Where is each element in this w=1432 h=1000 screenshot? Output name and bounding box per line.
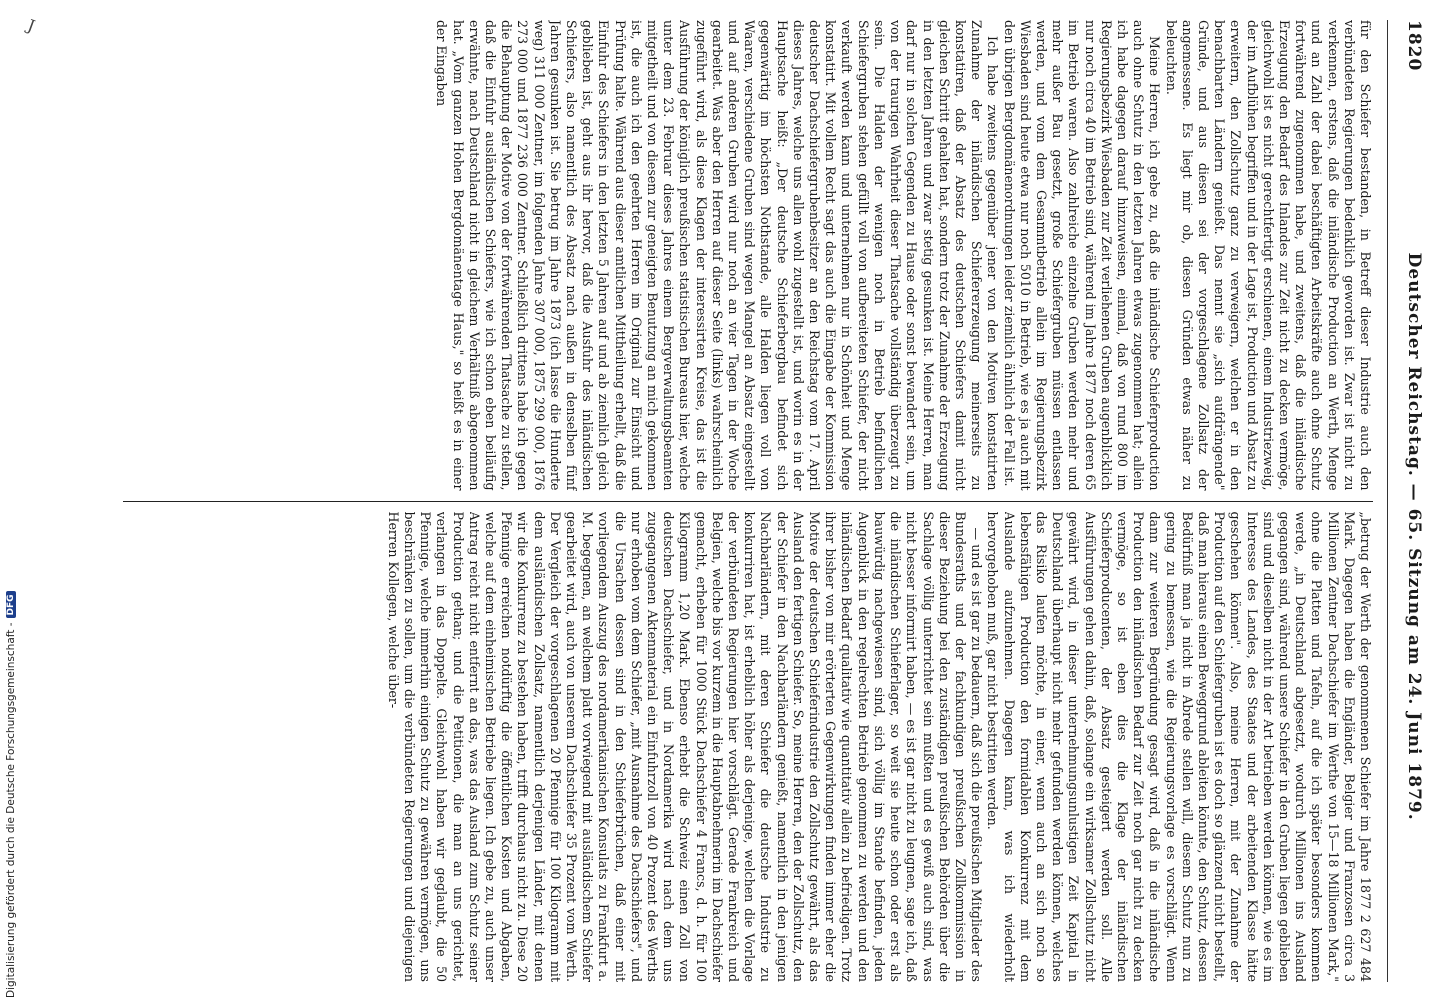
- rotated-page: [102, 0, 1432, 1000]
- paragraph: Ich habe zweitens gegenüber jener von den Motiven konstatirten Zunahme der inländischen Schiefererzeugung meinerseits zu konstatiren, daß der Absatz des deutschen Schiefers damit nicht gleichen Schritt gehalten hat, sondern trotz der Zunahme der Erzeugung in den letzten Jahren und zwar stetig gesunken ist. Meine Herren, man darf nur in solchen Gegenden zu Hause oder sonst bewandert sein, um von der traurigen Wahrheit dieser Thatsache vollständig überzeugt zu sein. Die Halden der wenigen noch in Betrieb befindlichen Schiefergruben stehen gefüllt voll von aufbereiteten Schiefer, der nicht verkauft werden kann und unternehmen nur in Schönheit und Menge konstatirt. Mit vollem Recht sagt das auch die Eingabe der Kommission deutscher Dachschiefergrubenbesitzer an den Reichstag vom 17. April dieses Jahres, welche uns allen wohl zugestellt ist, und worin es in der Hauptsache heißt: „Der deutsche Schieferbergbau befindet sich gegenwärtig im höchsten Nothstande, alle Halden liegen voll von Waaren, verschiedene Gruben sind wegen Mangel an Absatz eingestellt und auf anderen Gruben wird nur noch an vier Tagen in der Woche gearbeitet. Was aber den Herren auf dieser Seite (links) wahrscheinlich zugeführt wird, als diese Klagen der interessirten Kreise, das ist die Ausführung der königlich preußischen statistischen Bureaus hier, welche unter dem 23. Februar dieses Jahres einem Bergverwaltungsbeamten mitgetheilt und von diesem zur geneigten Benutzung an mich gekommen ist, die auch ich den geehrten Herren im Original zur Einsicht und Prüfung halte. Während aus dieser amtlichen Mittheilung erhellt, daß die Einfuhr des Schiefers in den letzten 5 Jahren auf und ab ziemlich gleich geblieben ist, geht aus ihr hervor, daß die Ausfuhr des inländischen Schiefers, also namentlich des Absatz nach außen in denselben fünf Jahren gesunken ist. Sie betrug im Jahre 1873 (ich lasse die Hunderte weg) 311 000 Zentner, im folgenden Jahre 307 000, 1875 299 000, 1876 273 000 und 1877 236 000 Zentner. Schließlich drittens habe ich gegen die Behauptung der Motive von der fortwährenden Thatsache zu stellen, daß die Einfuhr ausländischen Schiefers, wie ich schon eben beiläufig erwähnte, nach Deutschland nicht in gleichem Verhältniß abgenommen hat. „Vom ganzen Hohen Bergdomänentage Haus," so heißt es in einer der Eingaben: [434, 20, 1001, 491]
- right-column: [123, 512, 1373, 983]
- pencil-mark: J: [24, 15, 38, 36]
- page-number: 1820: [1404, 20, 1424, 72]
- credit-text: Digitalisierung gefördert durch die Deutsche Forschungsgemeinschaft -: [5, 622, 17, 998]
- column-divider: [123, 501, 1373, 502]
- text-columns: [123, 20, 1373, 982]
- page-header: [1387, 20, 1424, 982]
- left-column: [123, 20, 1373, 491]
- paragraph: Meine Herren, ich gebe zu, daß die inländische Schieferproduction auch ohne Schutz in den letzten Jahren etwas zugenommen hat; allein ich habe dagegen darauf hinzuweisen, einmal, daß von rund 800 im Regierungsbezirk Wiesbaden zur Zeit verliehenen Gruben augenblicklich nur noch circa 40 im Betrieb sind, während im Jahre 1877 noch deren 65 im Betrieb waren. Also zahlreiche einzelne Gruben werden mehr und mehr außer Bau gesetzt, große Schiefergruben müssen entlassen werden, und vom dem Gesammtbetrieb allein im Regierungsbezirk Wiesbaden sind heute etwa nur noch 5010 in Betrieb, wie es ja auch mit den übrigen Bergdomänenordnungen leider ziemlich ähnlich der Fall ist.: [1001, 20, 1163, 491]
- paragraph: — und es ist gar zu bedauern, daß sich die preußischen Mitglieder des Bundesraths und der fachkundigen preußischen Zollkommission in dieser Beziehung bei den zuständigen preußischen Behörden über die Sachlage völlig unterrichtet sein mußten und es gewiß auch sind, was nicht besser informirt haben, — es ist gar nicht zu leugnen, sage ich, daß die inländischen Schieferlager, so weit sie heute schon oder erst als bauwürdig nachgewiesen sind, sich völlig im Stande befinden, jeden Augenblick in den regelrechten Betrieb genommen zu werden und den inländischen Bedarf qualitativ wie quantitativ allein zu befriedigen. Trotz ihrer bisher von mir erörterten Gegenwirkungen finden immer eher die Motive der deutschen Schieferindustrie den Zollschutz gewährt, als das Ausland den fertigen Schiefer. So, meine Herren, den der Zollschutz, den der Schiefer in den Nachbarländern genießt, namentlich in den jenigen Nachbarländern, mit deren Schiefer die deutsche Industrie zu konkurriren hat, ist erheblich höher als derjenige, welchen die Vorlage der verbündeten Regierungen hier vorschlägt. Gerade Frankreich und Belgien, welche bis vor kurzem in die Hauptabnehmerin im Dachschiefer gemacht, erheben für 1000 Stück Dachschiefer 4 Francs, d. h. für 100 Kilogramm 1,20 Mark. Ebenso erhebt die Schweiz einen Zoll von deutschen Dachschiefer, und in Nordamerika wird nach dem uns zugegangenen Aktenmaterial ein Einfuhrzoll von 40 Prozent des Werths nur erhoben vom dem Schiefer, „mit Ausnahme des Dachschiefers", und die Ursachen dessen sind in den Schieferbrüchen, daß einer mit vorliegendem Auszug des nordamerikanischen Konsulats zu Frankfurt a. M. begegnen, an welchem platt vorwiegend mit ausländischem Schiefer gearbeitet wird, auch von unserem Dachschiefer 35 Prozent vom Werth. Der Vergleich der vorgeschlagenen 20 Pfennige für 100 Kilogramm mit dem ausländischen Zollsatz, namentlich derjenigen Länder, mit denen wir die Konkurrenz zu bestehen haben, trifft durchaus nicht zu. Diese 20 Pfennige erreichen notdürftig die öffentlichen Kosten und Abgaben, welche auf dem einheimischen Betriebe liegen. Ich gebe zu, auch unser Antrag reicht nicht entfernt an das, was das Ausland zum Schutz seiner Production gethan; und die Petitionen, die man an uns gerichtet, verlangen in das Doppelte. Gleichwohl haben wir geglaubt, die 50 Pfennige, welche immerhin einigen Schutz zu gewähren vermögen, uns beschränken zu sollen, um die verbündeten Regierungen und diejenigen Herren Kollegen, welche über-: [385, 511, 985, 983]
- paragraph: für den Schiefer bestanden, in Betreff dieser Industrie auch den verbündeten Regierungen bedenklich geworden ist. Zwar ist nicht zu verkennen, erstens, daß die inländische Production an Werth, Menge und an Zahl der dabei beschäftigten Arbeitskräfte auch ohne Schutz fortwährend zugenommen habe, und zweitens, daß die inländische Erzeugung den Bedarf des Inlandes zur Zeit nicht zu decken vermöge, gleichwohl ist es nicht gerechtfertigt erschienen, einem Industriezweig, der im Aufblühen begriffen und in der Lage ist, Production und Absatz zu erweitern, den Zollschutz ganz zu verweigern, welchen er in den benachbarten Ländern genießt. Das nennt sie „sich aufdrängende" Gründe, und aus diesen sei der vorgeschlagene Zollsatz der angemessene. Es liegt mir ob, diesen Gründen etwas näher zu beleuchten.: [1163, 20, 1373, 491]
- paragraph: „betrug der Werth der genommenen Schiefer im Jahre 1877 2 627 484 Mark. Dagegen haben die Engländer, Belgier und Franzosen circa 3 Millionen Zentner Dachschiefer im Werthe von 15—18 Millionen Mark," ohne die Platten und Tafeln, auf die ich später besonders kommen werde, „in Deutschland abgesetzt, wodurch Millionen ins Ausland gegangen sind, während unsere Schiefer in den Gruben liegen geblieben sind und dieselben nicht in der Art betrieben werden können, wie es im Interesse des Landes, des Staates und der arbeitenden Klasse hätte geschehen können". Also, meine Herren, mit der Zunahme der Production auf den Schiefergruben ist es doch so glänzend nicht bestellt, daß man hieraus einen Beweggrund ableiten könnte, den Schutz, dessen Bedürfniß man ja nicht in Abrede stellen will, diesem Schutz nun zu gering zu bemessen, wie die Regierungsvorlage es vorschlägt. Wenn dann zur weiteren Begründung gesagt wird, daß in die inländische Production den inländischen Bedarf zur Zeit noch gar nicht zu decken vermöge, so ist eben dies die Klage der inländischen Schieferproducenten, der Absatz gesteigert werden soll. Alle Ausführungen gehen dahin, daß, solange ein wirksamer Zollschutz nicht gewährt wird, in dieser unternehmungsunlustigen Zeit Kapital in Deutschland überhaupt nicht mehr gefunden werden können, welches das Risiko laufen möchte, in einer, wenn auch an sich noch so lebensfähigen Production den formidablen Konkurrenz mit dem Auslande aufzunehmen. Dagegen kann, was ich wiederholt hervorgehoben muß, gar nicht bestritten werden.: [985, 511, 1373, 983]
- digitization-credit: [4, 408, 18, 998]
- dfg-logo-icon: DFG: [6, 591, 16, 618]
- page-title: Deutscher Reichstag. — 65. Sitzung am 24. Juni 1879.: [1404, 252, 1424, 821]
